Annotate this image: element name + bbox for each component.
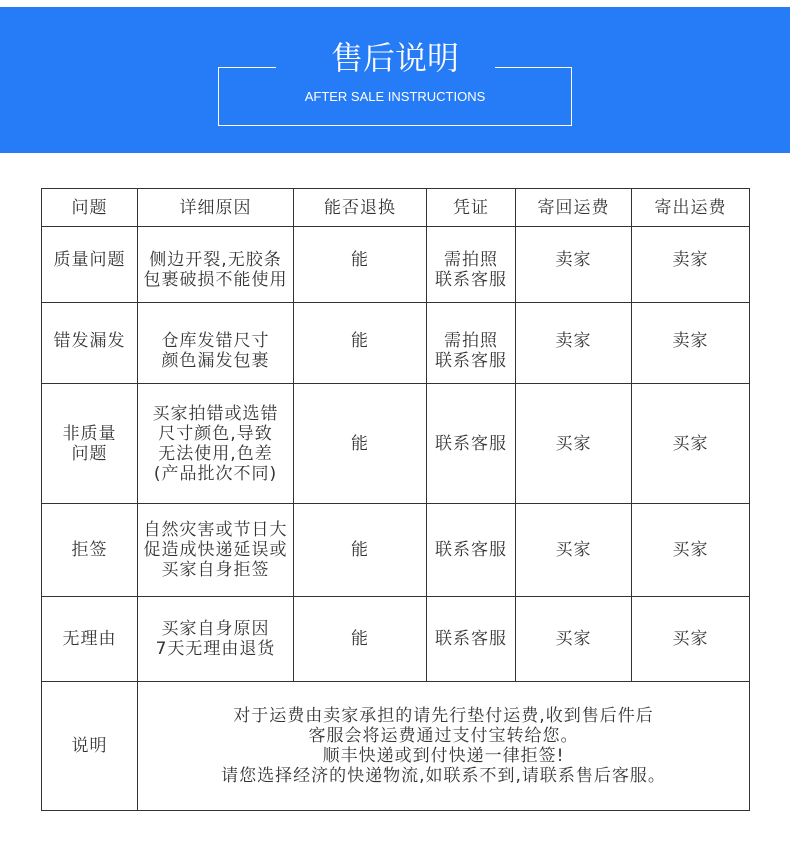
return-shipping-cell: 卖家 [516, 227, 632, 303]
return-shipping-cell: 买家 [516, 384, 632, 504]
send-shipping-cell: 卖家 [632, 227, 750, 303]
table-row [42, 504, 750, 597]
after-sale-table [41, 188, 750, 811]
note-line: 顺丰快递或到付快递一律拒签! [322, 746, 565, 766]
proof-cell [427, 504, 516, 597]
reason-line: 仓库发错尺寸 [161, 331, 270, 351]
issue-cell [42, 597, 138, 682]
reason-line: 颜色漏发包裹 [161, 351, 270, 371]
note-label: 说明 [42, 682, 138, 811]
exchangeable-cell: 能 [294, 303, 427, 384]
send-shipping-cell: 买家 [632, 597, 750, 682]
proof-line: 联系客服 [435, 433, 507, 454]
issue-text: 无理由 [62, 629, 117, 649]
reason-line: 侧边开裂,无胶条 [149, 250, 282, 270]
table-row [42, 303, 750, 384]
column-header-reason: 详细原因 [138, 189, 294, 227]
table-row [42, 227, 750, 303]
send-shipping-cell: 买家 [632, 384, 750, 504]
reason-cell [138, 597, 294, 682]
proof-line: 联系客服 [435, 351, 507, 371]
reason-line: 买家自身拒签 [161, 560, 270, 580]
reason-line: 7天无理由退货 [155, 639, 276, 659]
issue-cell [42, 227, 138, 303]
page-title: 售后说明 [330, 39, 459, 77]
page-subtitle: AFTER SALE INSTRUCTIONS [304, 89, 486, 104]
send-shipping-cell: 卖家 [632, 303, 750, 384]
reason-cell [138, 303, 294, 384]
proof-line: 需拍照 [444, 250, 498, 270]
issue-text: 问题 [71, 443, 108, 464]
issue-cell [42, 384, 138, 504]
column-header-return-shipping: 寄回运费 [516, 189, 632, 227]
exchangeable-cell: 能 [294, 384, 427, 504]
return-shipping-cell: 买家 [516, 597, 632, 682]
proof-line: 联系客服 [435, 270, 507, 290]
exchangeable-cell: 能 [294, 597, 427, 682]
reason-cell [138, 384, 294, 504]
reason-line: 尺寸颜色,导致 [158, 423, 273, 444]
send-shipping-cell: 买家 [632, 504, 750, 597]
note-line: 对于运费由卖家承担的请先行垫付运费,收到售后件后 [233, 706, 654, 726]
issue-cell [42, 303, 138, 384]
proof-line: 联系客服 [435, 540, 507, 560]
table-header-row [42, 189, 750, 227]
issue-text: 非质量 [62, 423, 117, 444]
proof-cell [427, 597, 516, 682]
proof-cell [427, 303, 516, 384]
reason-line: 买家拍错或选错 [152, 403, 279, 424]
proof-line: 需拍照 [444, 331, 498, 351]
column-header-exchangeable: 能否退换 [294, 189, 427, 227]
reason-line: 买家自身原因 [161, 619, 270, 639]
proof-cell [427, 227, 516, 303]
reason-line: 促造成快递延误或 [143, 540, 288, 560]
issue-text: 质量问题 [53, 250, 126, 270]
note-text [138, 682, 750, 811]
column-header-send-shipping: 寄出运费 [632, 189, 750, 227]
reason-line: (产品批次不同) [153, 463, 278, 484]
issue-cell [42, 504, 138, 597]
note-line: 客服会将运费通过支付宝转给您。 [308, 726, 579, 746]
issue-text: 拒签 [71, 540, 108, 560]
reason-line: 无法使用,色差 [158, 443, 273, 464]
column-header-issue: 问题 [42, 189, 138, 227]
exchangeable-cell: 能 [294, 504, 427, 597]
table-row [42, 384, 750, 504]
issue-text: 错发漏发 [53, 331, 126, 351]
note-row [42, 682, 750, 811]
reason-cell [138, 227, 294, 303]
reason-line: 自然灾害或节日大 [143, 520, 288, 540]
reason-line: 包裹破损不能使用 [143, 270, 288, 290]
exchangeable-cell: 能 [294, 227, 427, 303]
note-line: 请您选择经济的快递物流,如联系不到,请联系售后客服。 [221, 766, 666, 786]
reason-cell [138, 504, 294, 597]
column-header-proof: 凭证 [427, 189, 516, 227]
proof-line: 联系客服 [435, 629, 507, 649]
table-row [42, 597, 750, 682]
proof-cell [427, 384, 516, 504]
return-shipping-cell: 买家 [516, 504, 632, 597]
return-shipping-cell: 卖家 [516, 303, 632, 384]
